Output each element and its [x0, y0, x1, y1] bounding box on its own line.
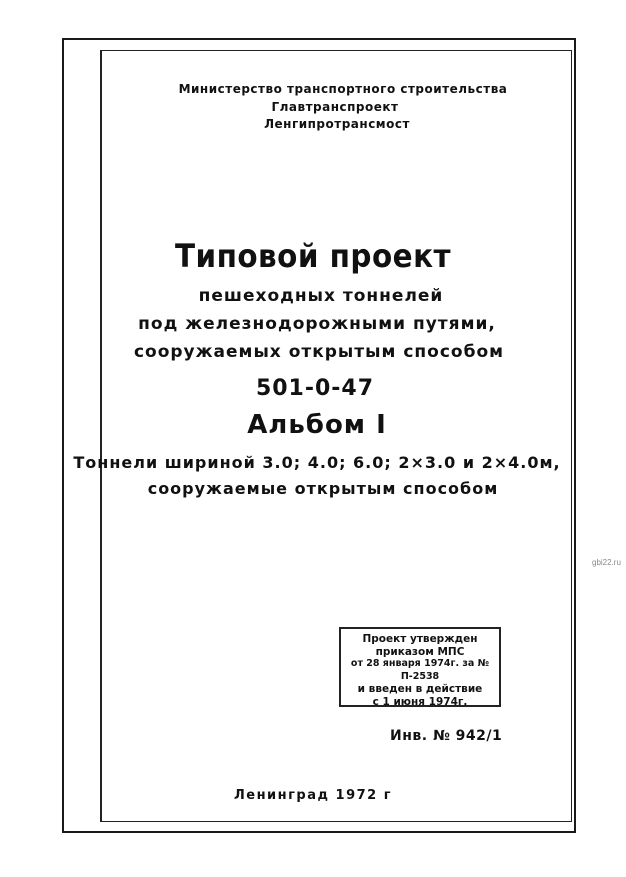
watermark-text: gbi22.ru [592, 558, 621, 567]
document-title: Типовой проект [174, 237, 452, 275]
ministry-line: Министерство транспортного строительства [178, 82, 508, 96]
album-number: Альбом I [247, 410, 387, 440]
album-desc-line-1: Тоннели шириной 3.0; 4.0; 6.0; 2×3.0 и 2×4.0м, [73, 453, 561, 472]
subtitle-line-1: пешеходных тоннелей [198, 286, 444, 306]
inventory-number: Инв. № 942/1 [390, 728, 503, 744]
glavtransproekt-line: Главтранспроект [271, 100, 399, 114]
album-desc-line-2: сооружаемые открытым способом [147, 479, 499, 498]
stamp-line-4: и введен в действие [357, 683, 483, 695]
approval-stamp [339, 627, 501, 707]
stamp-line-2: приказом МПС [375, 645, 465, 658]
lengiprotransmost-line: Ленгипротрансмост [264, 117, 410, 131]
subtitle-line-3: сооружаемых открытым способом [133, 342, 505, 362]
city-year: Ленинград 1972 г [233, 788, 393, 803]
stamp-line-1: Проект утвержден [362, 633, 478, 645]
stamp-line-3: от 28 января 1974г. за № П-2538 [350, 658, 490, 682]
project-code: 501-0-47 [255, 376, 375, 401]
stamp-line-5: с 1 июня 1974г. [372, 695, 468, 708]
subtitle-line-2: под железнодорожными путями, [138, 314, 496, 334]
